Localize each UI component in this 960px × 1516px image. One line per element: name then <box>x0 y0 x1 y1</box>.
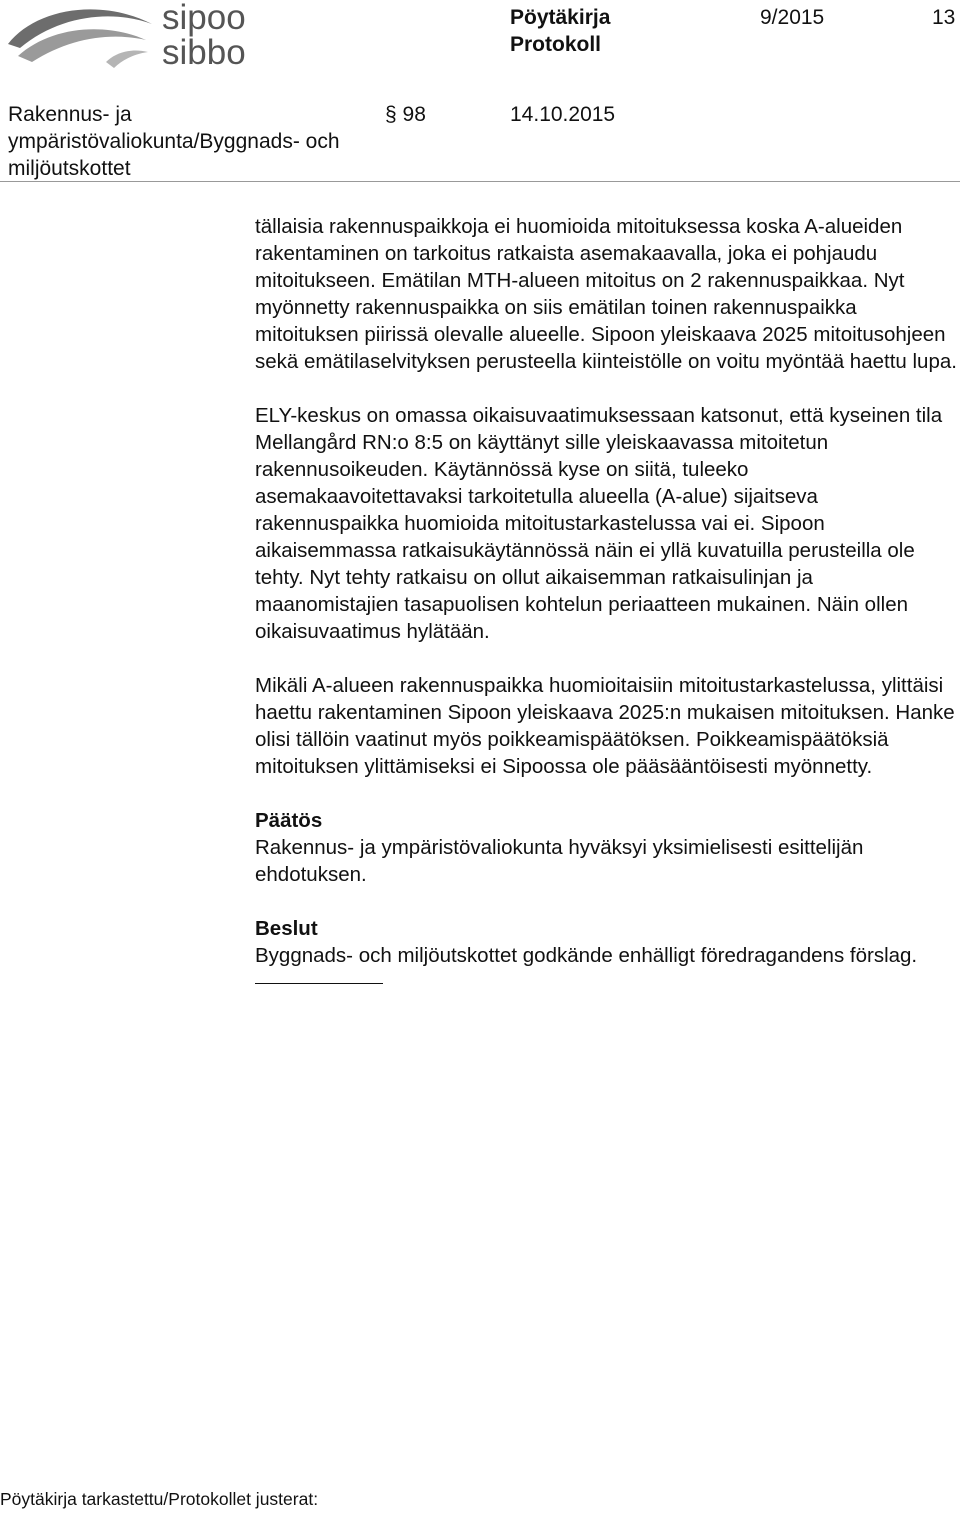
committee-line: Rakennus- ja <box>8 103 132 126</box>
decision-text-sv: Byggnads- och miljöutskottet godkände enhälligt föredragandens förslag. <box>255 944 918 967</box>
section-number: 98 <box>402 103 426 126</box>
logo-line-sibbo: sibbo <box>162 33 246 72</box>
committee-line: miljöutskottet <box>8 157 131 180</box>
meeting-date: 14.10.2015 <box>510 103 616 126</box>
decision-heading-sv: Beslut <box>255 917 318 940</box>
issue-number: 9/2015 <box>760 6 825 29</box>
page-number: 13 <box>932 6 956 29</box>
decision-heading-fi: Päätös <box>255 809 323 832</box>
document-type-fi: Pöytäkirja <box>510 6 611 29</box>
paragraph: tällaisia rakennuspaikkoja ei huomioida mitoituksessa koska A-alueiden rakentaminen on tarkoitus ratkaista asemakaavalla, joka ei pohjaudu mitoitukseen. Emätilan MTH-alueen mitoitus on 2 rakennuspaikkaa. Nyt myönnetty rakennuspaikka on siis emätilan toinen rakennuspaikka mitoituksen piirissä olevalle alueelle. Sipoon yleiskaava 2025 mitoitusohjeen sekä emätilaselvityksen perusteella kiinteistölle on voitu myöntää haettu lupa. <box>255 215 957 373</box>
paragraph: ELY-keskus on omassa oikaisuvaatimuksessaan katsonut, että kyseinen tila Mellangård RN:o 8:5 on käyttänyt sille yleiskaavassa mitoitetun rakennusoikeuden. Käytännössä kyse on siitä, tuleeko asemakaavoitettavaksi tarkoitetulla alueella (A-alue) sijaitseva rakennuspaikka huomioida mitoitustarkastelussa vai ei. Sipoon aikaisemmassa ratkaisukäytännössä näin ei yllä kuvatuilla perusteilla ole tehty. Nyt tehty ratkaisu on ollut aikaisemman ratkaisulinjan ja maanomistajien tasapuolisen kohtelun periaatteen mukainen. Näin ollen oikaisuvaatimus hylätään. <box>255 404 943 643</box>
committee-name <box>8 101 388 182</box>
section-symbol: § <box>385 103 397 126</box>
decision-text-fi: Rakennus- ja ympäristövaliokunta hyväksyi yksimielisesti esittelijän ehdotuksen. <box>255 836 864 886</box>
logo-swoosh-icon <box>6 2 156 70</box>
document-type <box>510 4 610 58</box>
logo-line-sipoo: sipoo <box>162 0 246 37</box>
document-type-sv: Protokoll <box>510 33 602 56</box>
committee-line: ympäristövaliokunta/Byggnads- och <box>8 130 340 153</box>
section-reference <box>385 101 426 128</box>
sipoo-logo <box>6 2 256 70</box>
header-divider <box>0 181 960 182</box>
logo-wordmark <box>162 0 246 70</box>
document-body <box>255 213 960 984</box>
end-rule <box>255 983 383 984</box>
paragraph: Mikäli A-alueen rakennuspaikka huomioitaisiin mitoitustarkastelussa, ylittäisi haettu rakentaminen Sipoon yleiskaava 2025:n mukaisen mitoituksen. Hanke olisi tällöin vaatinut myös poikkeamispäätöksen. Poikkeamispäätöksiä mitoituksen ylittämiseksi ei Sipoossa ole pääsääntöisesti myönnetty. <box>255 674 955 778</box>
footer-verification: Pöytäkirja tarkastettu/Protokollet justerat: <box>0 1489 319 1509</box>
